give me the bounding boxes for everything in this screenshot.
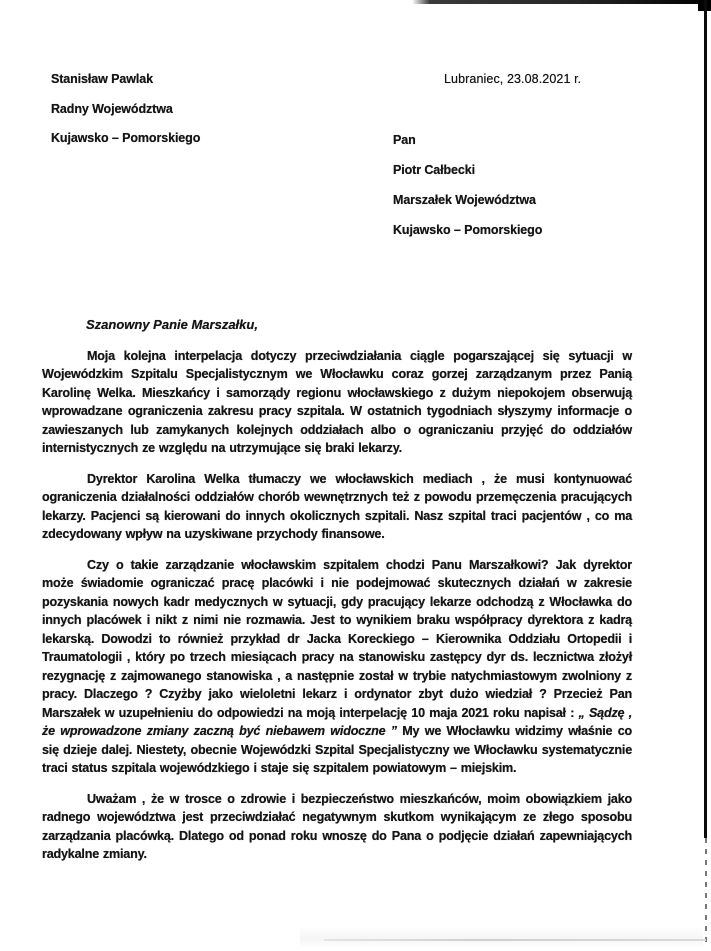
paragraph-3-text-before-quote: Czy o takie zarządzanie włocławskim szpitalem chodzi Panu Marszałkowi? Jak dyrektor może świadomie ograniczać pracę placówki i nie podejmować skutecznych działań w zakresie pozyskania nowych kadr medycznych w sytuacji, gdy pracujący lekarze odchodzą z Włocławka do innych placówek i nikt z nimi nie rozmawia. Jest to wynikiem braku współpracy dyrektora z kadrą lekarską. Dowodzi to również przykład dr Jacka Koreckiego – Kierownika Oddziału Ortopedii i Traumatologii , który po trzech miesiącach pracy na stanowisku zastępcy dyr ds. lecznictwa złożył rezygnację z zajmowanego stanowiska , a następnie został w trybie natychmiastowym zwolniony z pracy. Dlaczego ? Czyżby jako wieloletni lekarz i ordynator zbyt dużo wiedział ? Przecież Pan Marszałek w uzupełnieniu do odpowiedzi na moją interpelację 10 maja 2021 roku napisał : [42,557,632,720]
scan-artifact-bottom-line [324,939,706,941]
recipient-name: Piotr Całbecki [393,163,475,177]
sender-block [51,72,200,161]
paragraph-3 [42,556,632,778]
scan-artifact-bottom-shade [300,926,703,948]
paragraph-2: Dyrektor Karolina Welka tłumaczy we włocławskich mediach , że musi kontynuować ograniczenia działalności oddziałów chorób wewnętrznych też z powodu przemęczenia pracujących lekarzy. Pacjenci są kierowani do innych okolicznych szpitali. Nasz szpital traci pacjentów , co ma zdecydowany wpływ na uzyskiwane przychody finansowe. [42,471,632,541]
greeting: Szanowny Panie Marszałku, [86,317,258,332]
recipient-role: Marszałek Województwa [393,193,536,207]
scan-artifact-right-edge-fade [705,838,707,946]
paragraph-4: Uważam , że w trosce o zdrowie i bezpieczeństwo mieszkańców, moim obowiązkiem jako radnego województwa jest przeciwdziałać negatywnym skutkom wynikającym ze złego sposobu zarządzania placówką. Dlatego od ponad roku wnoszę do Pana o podjęcie działań zapewniających radykalne zmiany. [42,791,632,861]
sender-role: Radny Województwa [51,101,173,116]
letter-body [42,316,632,876]
sender-name: Stanisław Pawlak [51,72,153,86]
recipient-block [393,133,542,253]
recipient-region: Kujawsko – Pomorskiego [393,223,543,237]
paragraph-3-text-after-quote: My we Włocławku widzimy właśnie co się dzieje dalej. Niestety, obecnie Wojewódzki Szpital Specjalistyczny we Włocławku systematycznie traci status szpitala wojewódzkiego i staje się szpitalem powiatowym – miejskim. [42,724,632,775]
paragraph-1: Moja kolejna interpelacja dotyczy przeciwdziałania ciągle pogarszającej się sytuacji w Wojewódzkim Szpitalu Specjalistycznym we Włocławku coraz gorzej zarządzanym przez Panią Karolinę Welka. Mieszkańcy i samorządy regionu włocławskiego z dużym niepokojem obserwują wprowadzane ograniczenia zakresu pracy szpitala. W ostatnich tygodniach słyszymy informacje o zawieszanych lub zamykanych kolejnych oddziałach albo o ograniczaniu przyjęć do oddziałów internistycznych ze względu na utrzymujące się braki lekarzy. [42,348,632,455]
date-line: Lubraniec, 23.08.2021 r. [444,72,582,86]
sender-region: Kujawsko – Pomorskiego [51,131,201,145]
scan-artifact-top-band [412,0,711,4]
recipient-honorific: Pan [393,133,416,147]
quote-inline: „ Sądzę , że wprowadzone zmiany zaczną być niebawem widoczne ” [42,705,632,738]
scan-artifact-right-edge [704,0,707,838]
